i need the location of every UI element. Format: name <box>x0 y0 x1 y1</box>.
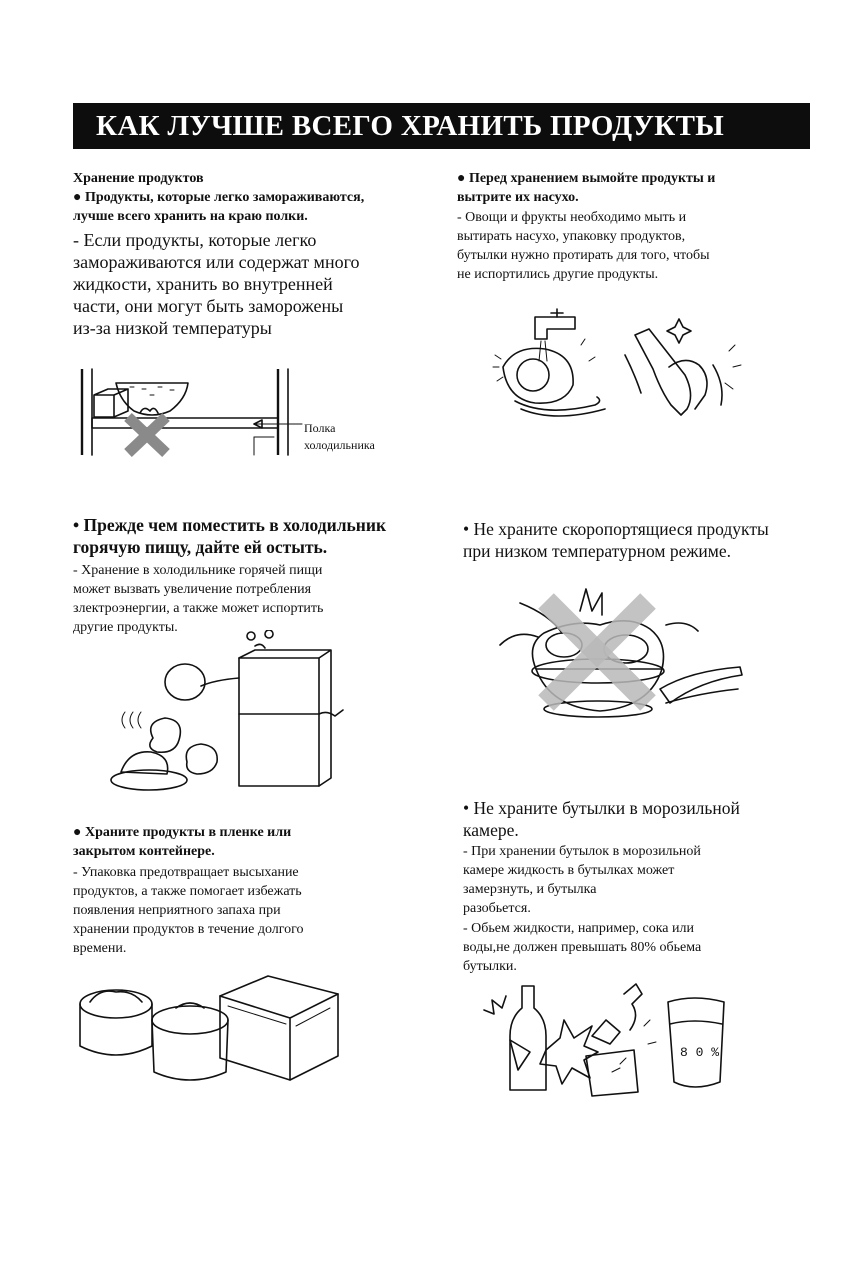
shelf-label: Полка холодильника <box>304 421 375 452</box>
bottles-illustration <box>480 980 740 1098</box>
section-wrap <box>73 823 453 958</box>
containers-illustration <box>76 972 344 1090</box>
section-bottles <box>463 797 823 976</box>
section-bullet: • Прежде чем поместить в холодильник горячую пищу, дайте ей остыть. <box>73 515 387 557</box>
section-note: - Хранение в холодильнике горячей пищи может вызвать увеличение потребления злектроэнергии, а также может испортить другие продукты. <box>73 563 324 635</box>
section-bullet: ● Храните продукты в пленке или закрытом контейнере. <box>73 825 292 859</box>
section-bullet: ● Перед хранением вымойте продукты и вытрите их насухо. <box>457 171 716 205</box>
section-bullet: • Не храните бутылки в морозильной камере. <box>463 798 740 840</box>
section-note: - Обьем жидкости, например, сока или воды,не должен превышать 80% обьема бутылки. <box>463 921 702 974</box>
washing-illustration <box>485 305 750 425</box>
section-note: - Овощи и фрукты необходимо мыть и вытирать насухо, упаковку продуктов, бутылки нужно протирать для того, чтобы не испортились другие продукты. <box>457 210 710 282</box>
section-freezing <box>73 169 433 339</box>
section-note: - Упаковка предотвращает высыхание продуктов, а также помогает избежать появления неприятного запаха при хранении продуктов в течение долгого времени. <box>73 865 304 956</box>
section-bullet: ● Продукты, которые легко замораживаются, лучше всего хранить на краю полки. <box>73 190 365 224</box>
section-bullet: • Не храните скоропортящиеся продукты при низком температурном режиме. <box>463 519 769 561</box>
section-heading: Хранение продуктов <box>73 171 204 186</box>
section-washing <box>457 169 817 284</box>
percent-label: 8 0 % <box>680 1045 720 1060</box>
page-title-banner <box>73 103 810 149</box>
perishables-illustration <box>490 585 750 725</box>
section-note: - При хранении бутылок в морозильной камере жидкость в бутылках может замерзнуть, и бутылка разобьется. <box>463 844 701 916</box>
hot-food-illustration <box>105 630 355 798</box>
section-perishables <box>463 518 823 562</box>
section-note: - Если продукты, которые легко замораживаются или содержат много жидкости, хранить во внутренней части, они могут быть заморожены из-за низкой температуры <box>73 230 360 338</box>
page-title: КАК ЛУЧШЕ ВСЕГО ХРАНИТЬ ПРОДУКТЫ <box>96 110 725 142</box>
section-hot-food <box>73 514 453 637</box>
